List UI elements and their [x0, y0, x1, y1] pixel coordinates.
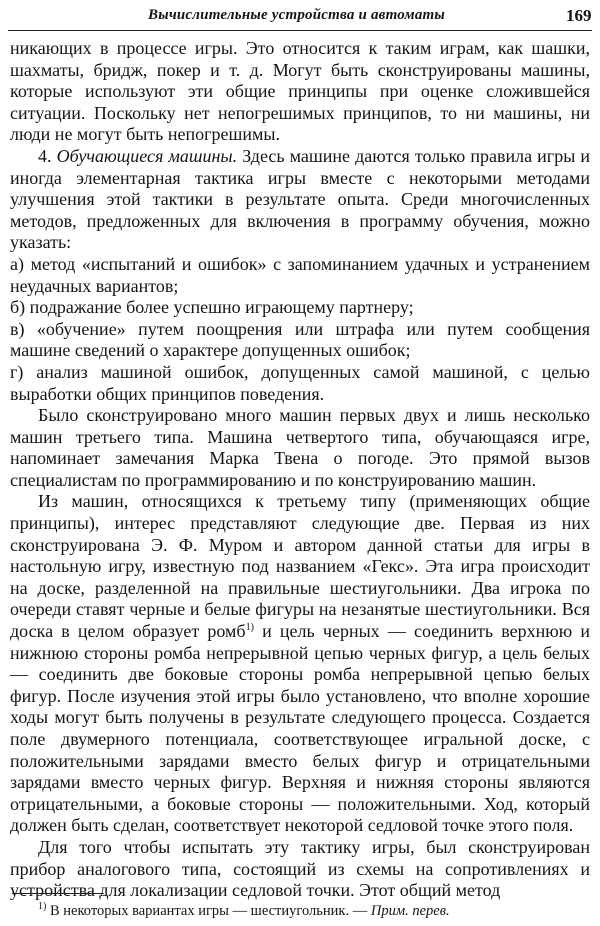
footnote-text: В некоторых вариантах игры — шестиугольник. —: [46, 903, 368, 919]
page-header: [0, 0, 600, 34]
header-rule: [8, 30, 592, 31]
list-item-d: г) анализ машиной ошибок, допущенных самой машиной, с целью выработки общих принципов поведения.: [10, 361, 590, 404]
section-text: Здесь машине даются только правила игры и иногда элементарная тактика игры вместе с некоторыми методами улучшения этой тактики в результате опыта. Среди многочисленных методов, предложенных для включения в программу обучения, можно указать:: [10, 145, 590, 253]
page-number: 169: [566, 6, 592, 25]
hex-text-part2: и цель черных — соединить верхнюю и нижнюю стороны ромба непрерывной цепью черных фигур, а цель белых — соединить две боковые стороны ромба непрерывной цепью белых фигур. После изучения этой игры было установлено, что вполне хорошие ходы могут быть получены в результате следующего процесса. Создается поле двумерного потенциала, соответствующее игральной доске, с положительными зарядами вместо белых фигур и отрицательными зарядами вместо черных фигур. Верхняя и нижняя стороны являются отрицательными, а боковые стороны — положительными. Ход, который должен быть сделан, соответствует некоторой седловой точке этого поля.: [10, 621, 590, 836]
paragraph-analog-device: Для того чтобы испытать эту тактику игры, был сконструирован прибор аналогового типа, состоящий из схемы на сопротивлениях и устройства для локализации седловой точки. Этот общий метод: [10, 836, 590, 901]
footnote-mark: 1): [38, 901, 47, 913]
section-heading: Обучающиеся машины.: [56, 145, 238, 166]
paragraph-machine-types: Было сконструировано много машин первых двух и лишь несколько машин третьего типа. Машина четвертого типа, обучающаяся игре, напоминает замечания Марка Твена о погоде. Это прямой вызов специалистам по программированию и по конструированию машин.: [10, 405, 590, 490]
paragraph-hex-game: [10, 491, 590, 837]
list-item-c: в) «обучение» путем поощрения или штрафа или путем сообщения машине сведений о характере допущенных ошибок;: [10, 318, 590, 361]
footnote-rule: [12, 893, 104, 894]
list-item-b: б) подражание более успешно играющему партнеру;: [10, 297, 414, 318]
footnote: [10, 902, 590, 920]
footnote-reference: 1): [245, 622, 254, 634]
hex-text-part1: Из машин, относящихся к третьему типу (применяющих общие принципы), интерес представляют следующие две. Первая из них сконструирована Э. Ф. Муром и автором данной статьи для игры в настольную игру, известную под названием «Гекс». Эта игра происходит на доске, разделенной на правильные шестиугольники. Два игрока по очереди ставят черные и белые фигуры на незанятые шестиугольники. Вся доска в целом образует ромб: [10, 491, 590, 642]
body-text: [10, 38, 590, 902]
footnote-attribution: Прим. перев.: [370, 903, 450, 919]
section-number: 4.: [38, 145, 52, 166]
list-item-a: а) метод «испытаний и ошибок» с запоминанием удачных и устранением неудачных вариантов;: [10, 253, 590, 296]
paragraph-learning-machines: [10, 146, 590, 254]
paragraph-continuation: никающих в процессе игры. Это относится к таким играм, как шашки, шахматы, бридж, покер и т. д. Могут быть сконструированы машины, которые используют эти общие принципы при оценке сложившейся ситуации. Поскольку нет непогрешимых принципов, то ни машины, ни люди не могут быть непогрешимы.: [10, 38, 590, 145]
running-title: Вычислительные устройства и автоматы: [148, 7, 446, 23]
